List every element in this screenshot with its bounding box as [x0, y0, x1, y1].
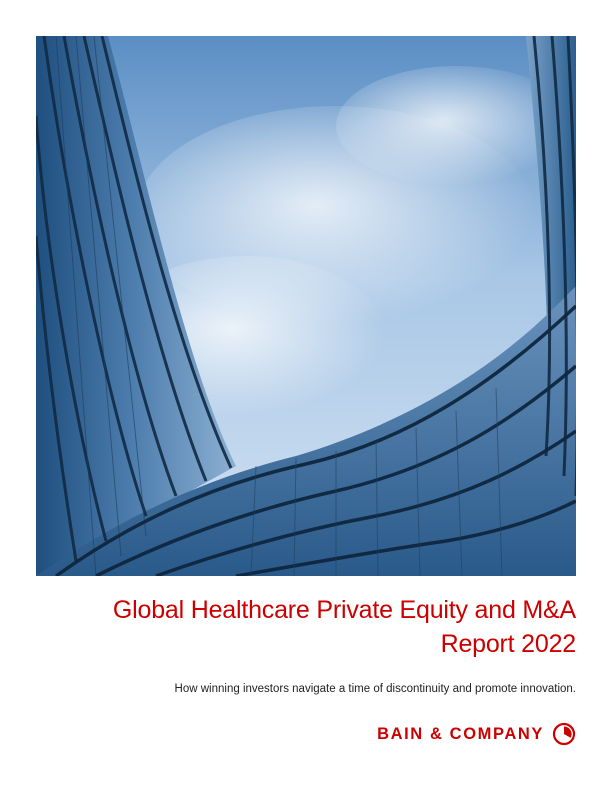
report-title-line1: Global Healthcare Private Equity and M&A: [112, 596, 576, 624]
bain-circle-logo-icon: [552, 722, 576, 746]
report-subtitle: How winning investors navigate a time of discontinuity and promote innovation.: [174, 683, 576, 695]
report-title-line2: Report 2022: [440, 630, 576, 658]
cover-photo: [36, 36, 576, 576]
glass-building-sky-photo-icon: [36, 36, 576, 576]
brand-name: BAIN & COMPANY: [377, 724, 544, 743]
brand-logo: [377, 722, 576, 746]
report-title: [36, 593, 576, 661]
